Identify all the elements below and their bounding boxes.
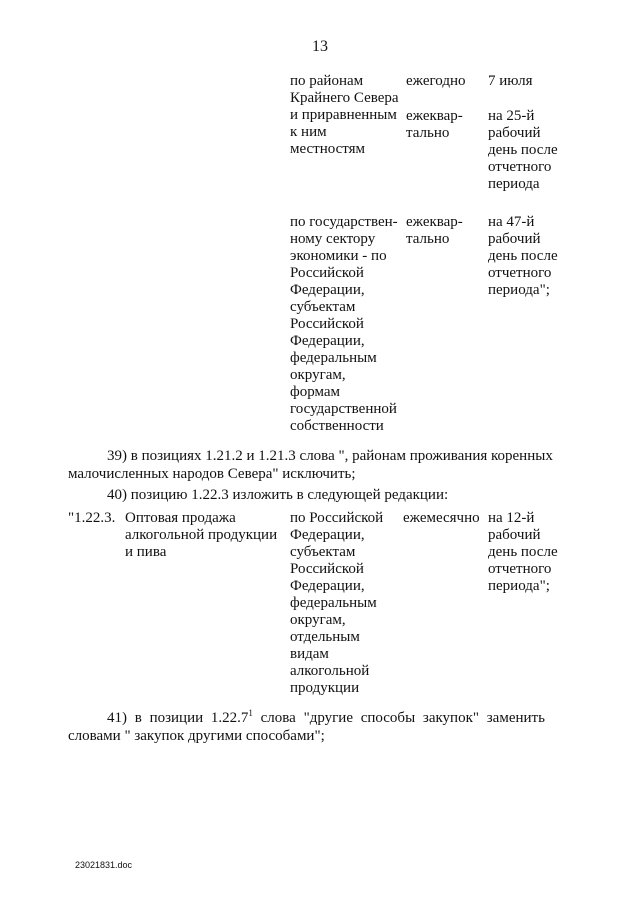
cell-line: на 12-й	[488, 510, 535, 526]
cell-line: экономики - по	[290, 248, 387, 264]
cell-line: видам	[290, 646, 329, 662]
paragraph-41-prefix: 41) в позиции 1.22.7	[107, 710, 249, 726]
cell-line: местностям	[290, 141, 366, 157]
cell-line: день после	[488, 142, 558, 158]
file-name-footer: 23021831.doc	[75, 860, 133, 870]
position-term	[488, 510, 558, 595]
cell-line: Российской	[290, 316, 364, 332]
paragraph-39-line2: малочисленных народов Севера" исключить;	[68, 466, 356, 482]
cell-line: по государствен-	[290, 214, 398, 230]
paragraph-41-line2: словами " закупок другими способами";	[68, 728, 325, 744]
paragraph-41-suffix: слова "другие способы закупок" заменить	[252, 710, 545, 726]
cell-line: Федерации,	[290, 527, 365, 543]
cell-line: к ним	[290, 124, 327, 140]
cell-line: алкогольной продукции	[125, 527, 278, 543]
cell-line: продукции	[290, 680, 360, 696]
cell-line: ежеквар-	[406, 214, 463, 230]
cell-line: по районам	[290, 73, 364, 89]
cell-line: отчетного	[488, 561, 552, 577]
cell-line: "1.22.3.	[68, 510, 116, 526]
cell-line: Федерации,	[290, 282, 365, 298]
cell-line: Российской	[290, 265, 364, 281]
cell-line: тально	[406, 231, 450, 247]
cell-line: ежеквар-	[406, 108, 463, 124]
cell-line: 7 июля	[488, 73, 533, 89]
paragraph-41-line1	[107, 710, 545, 727]
cell-line: ежемесячно	[403, 510, 480, 526]
row2-frequency	[406, 214, 463, 248]
cell-line: Федерации,	[290, 578, 365, 594]
cell-line: Крайнего Севера	[290, 90, 399, 106]
cell-line: периода	[488, 176, 540, 192]
cell-line: отчетного	[488, 265, 552, 281]
cell-line: субъектам	[290, 544, 356, 560]
cell-line: тально	[406, 125, 450, 141]
cell-line: собственности	[290, 418, 384, 434]
page-number: 13	[312, 38, 328, 55]
cell-line: округам,	[290, 367, 346, 383]
cell-line: рабочий	[488, 231, 541, 247]
cell-line: периода";	[488, 578, 550, 594]
cell-line: округам,	[290, 612, 346, 628]
cell-line: и приравненным	[290, 107, 397, 123]
cell-line: Оптовая продажа	[125, 510, 236, 526]
row1-term-annual	[488, 73, 533, 90]
row1-frequency-annual	[406, 73, 466, 90]
superscript: 1	[248, 708, 253, 718]
cell-line: отчетного	[488, 159, 552, 175]
position-location	[290, 510, 383, 697]
row1-term-quarterly	[488, 108, 558, 193]
cell-line: ному сектору	[290, 231, 376, 247]
cell-line: на 25-й	[488, 108, 535, 124]
cell-line: государственной	[290, 401, 397, 417]
cell-line: и пива	[125, 544, 167, 560]
cell-line: рабочий	[488, 125, 541, 141]
position-code	[68, 510, 115, 527]
cell-line: день после	[488, 544, 558, 560]
cell-line: Российской	[290, 561, 364, 577]
cell-line: ежегодно	[406, 73, 466, 89]
row2-term	[488, 214, 558, 299]
position-frequency	[403, 510, 480, 527]
row1-location-cell	[290, 73, 399, 158]
paragraph-40: 40) позицию 1.22.3 изложить в следующей редакции:	[107, 487, 449, 503]
row1-frequency-quarterly	[406, 108, 463, 142]
cell-line: федеральным	[290, 350, 377, 366]
cell-line: день после	[488, 248, 558, 264]
cell-line: по Российской	[290, 510, 384, 526]
cell-line: на 47-й	[488, 214, 535, 230]
cell-line: федеральным	[290, 595, 377, 611]
cell-line: формам	[290, 384, 341, 400]
cell-line: алкогольной	[290, 663, 370, 679]
row2-location-cell	[290, 214, 398, 435]
cell-line: рабочий	[488, 527, 541, 543]
position-name	[125, 510, 277, 561]
cell-line: отдельным	[290, 629, 360, 645]
paragraph-39-line1: 39) в позициях 1.21.2 и 1.21.3 слова ", районам проживания коренных	[107, 448, 553, 464]
cell-line: субъектам	[290, 299, 356, 315]
cell-line: периода";	[488, 282, 550, 298]
cell-line: Федерации,	[290, 333, 365, 349]
